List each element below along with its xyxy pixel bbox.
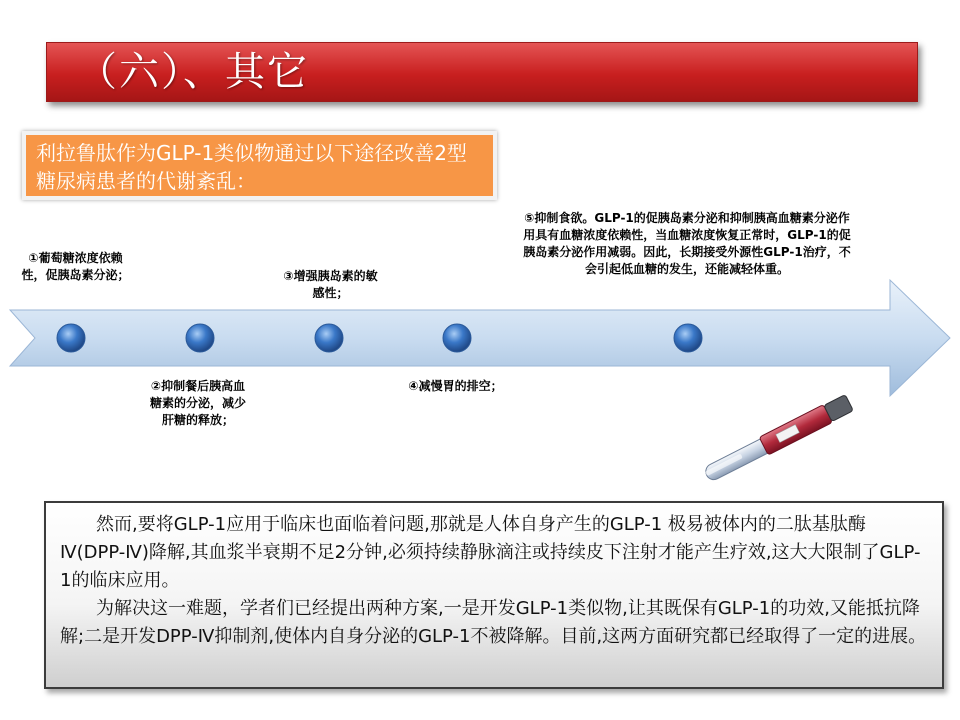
timeline-label-4: ④减慢胃的排空； xyxy=(408,379,503,393)
body-text-box xyxy=(44,501,944,689)
timeline-label-5: ⑤抑制食欲。GLP-1的促胰岛素分泌和抑制胰高血糖素分泌作用具有血糖浓度依赖性，当血糖浓度恢复正常时，GLP-1的促胰岛素分泌作用减弱。因此，长期接受外源性GLP-1治疗，不会引起低血糖的发生，还能减轻体重。 xyxy=(523,211,851,276)
timeline-label-2: ②抑制餐后胰高血糖素的分泌，减少肝糖的释放； xyxy=(149,379,246,427)
page-title: （六）、其它 xyxy=(77,49,309,95)
intro-box: 利拉鲁肽作为GLP-1类似物通过以下途径改善2型糖尿病患者的代谢紊乱： xyxy=(22,131,497,200)
timeline-dot-4 xyxy=(443,324,471,352)
insulin-pen-icon xyxy=(692,383,872,493)
timeline-label-3: ③增强胰岛素的敏感性； xyxy=(283,269,378,300)
timeline-dot-1 xyxy=(57,324,85,352)
timeline-label-1: ①葡萄糖浓度依赖性，促胰岛素分泌； xyxy=(21,251,130,282)
body-paragraph-1: 然而,要将GLP-1应用于临床也面临着问题,那就是人体自身产生的GLP-1 极易被体内的二肽基肽酶Ⅳ(DPP-Ⅳ)降解,其血浆半衰期不足2分钟,必须持续静脉滴注或持续皮下注射才能产生疗效,这大大限制了GLP-1的临床应用。 xyxy=(60,514,921,591)
timeline-dot-2 xyxy=(186,324,214,352)
body-paragraph-2: 为解决这一难题，学者们已经提出两种方案,一是开发GLP-1类似物,让其既保有GLP-1的功效,又能抵抗降解;二是开发DPP-Ⅳ抑制剂,使体内自身分泌的GLP-1不被降解。目前,这两方面研究都已经取得了一定的进展。 xyxy=(60,598,927,647)
timeline-dot-5 xyxy=(674,324,702,352)
timeline-dot-3 xyxy=(315,324,343,352)
title-bar xyxy=(46,42,918,102)
